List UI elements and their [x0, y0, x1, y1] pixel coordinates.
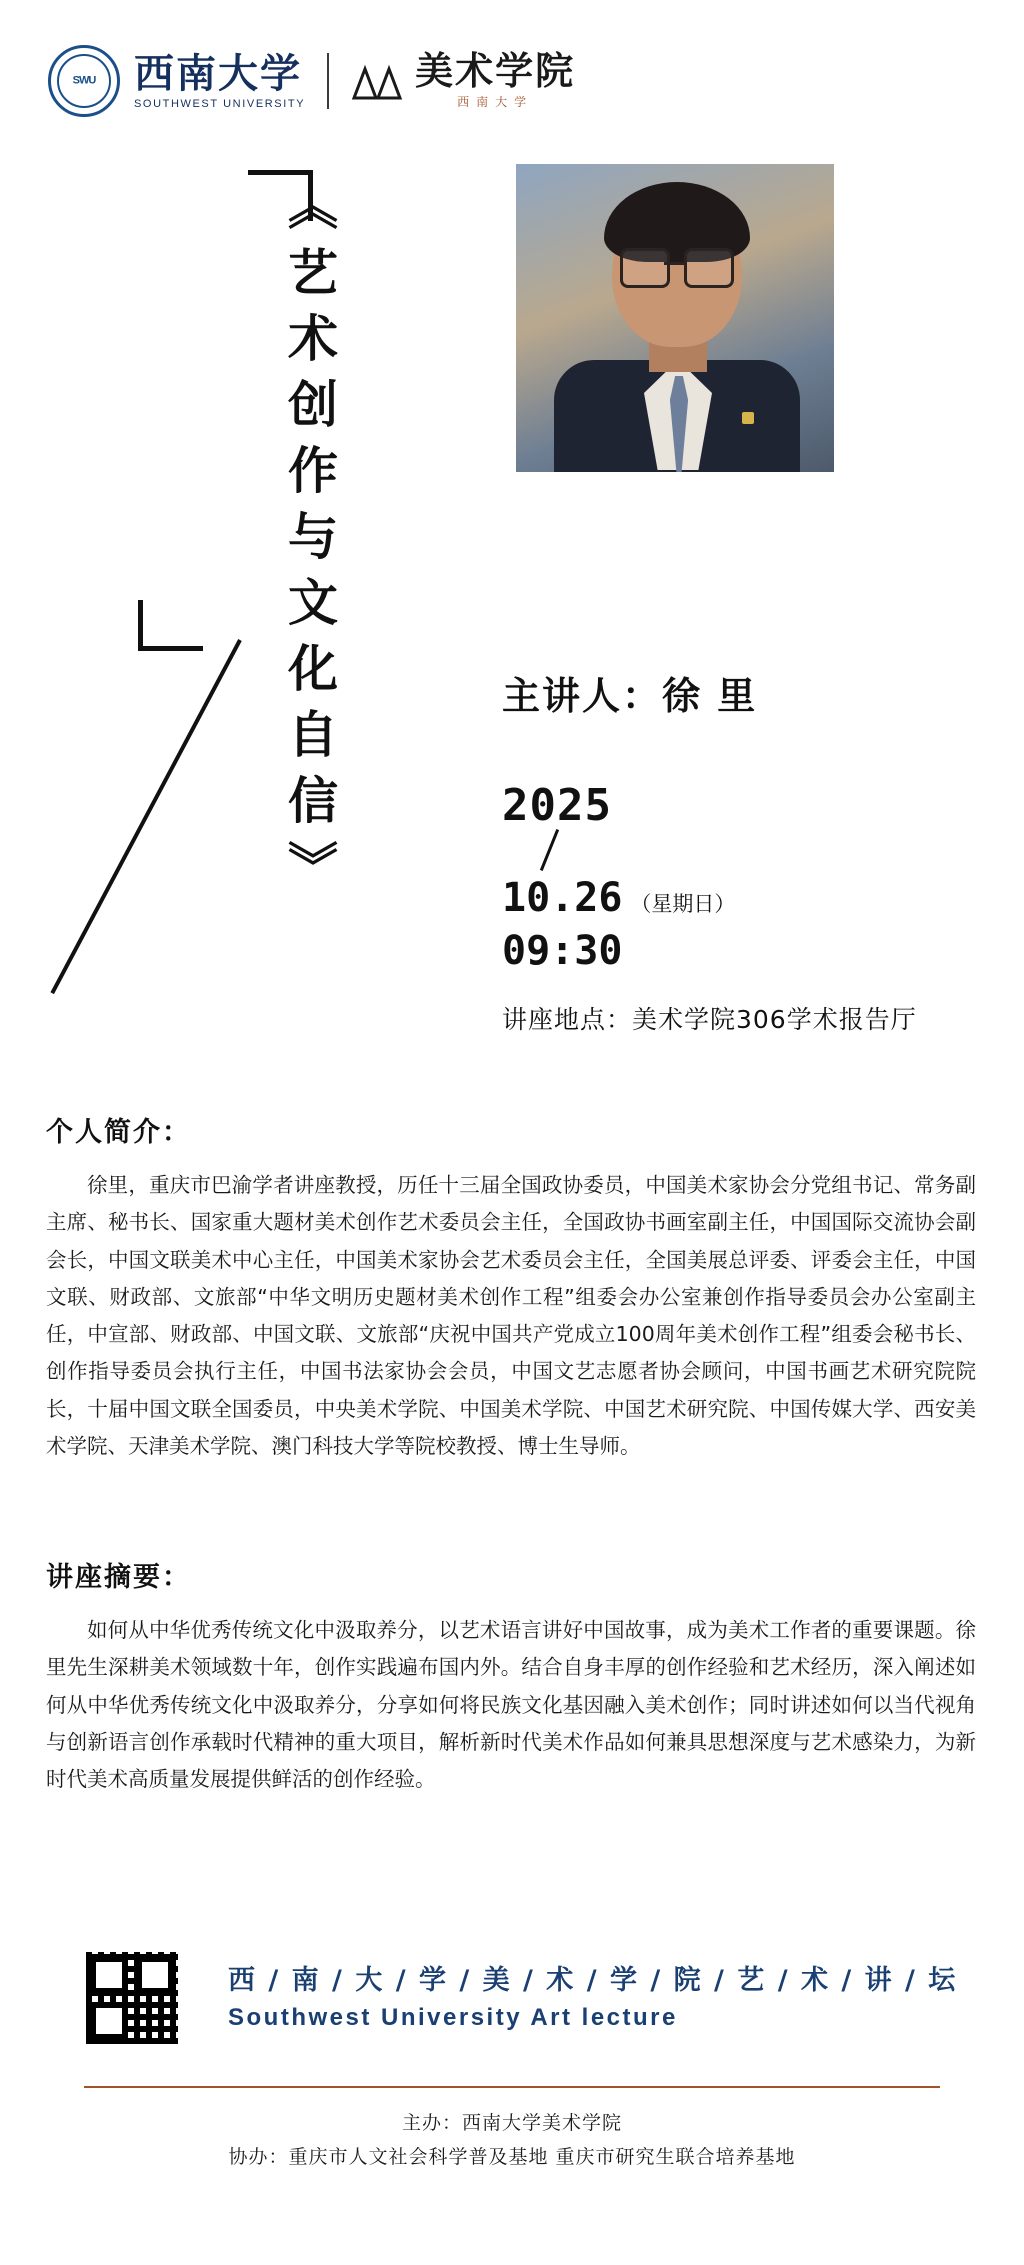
bio-section: [46, 1110, 976, 1465]
lecture-title-vertical: 《艺术创作与文化自信》: [280, 180, 338, 906]
logo-divider: [327, 53, 329, 109]
event-time: 09:30: [502, 928, 623, 974]
year-date-slash: [540, 829, 559, 871]
lecture-title-block: [160, 170, 360, 906]
bio-text: 徐里，重庆市巴渝学者讲座教授，历任十三届全国政协委员，中国美术家协会分党组书记、常务副主席、秘书长、国家重大题材美术创作艺术委员会主任，全国政协书画室副主任，中国国际交流协会副会长，中国文联美术中心主任，中国美术家协会艺术委员会主任，全国美展总评委、评委会主任，中国文联、财政部、文旅部“中华文明历史题材美术创作工程”组委会办公室兼创作指导委员会办公室副主任，中宣部、财政部、中国文联、文旅部“庆祝中国共产党成立100周年美术创作工程”组委会秘书长、创作指导委员会执行主任，中国书法家协会会员，中国文艺志愿者协会顾问，中国书画艺术研究院院长，十届中国文联全国委员，中央美术学院、中国美术学院、中国艺术研究院、中国传媒大学、西安美术学院、天津美术学院、澳门科技大学等院校教授、博士生导师。: [46, 1173, 976, 1459]
university-name-cn: 西南大学: [134, 50, 302, 97]
school-name-sub: 西南大学: [457, 95, 534, 110]
university-name-block: [134, 50, 306, 110]
footer-divider: [84, 2086, 940, 2088]
event-year: 2025: [502, 780, 612, 831]
event-date-row: [502, 875, 735, 921]
event-weekday: （星期日）: [630, 892, 736, 916]
brand-name-en: Southwest University Art lecture: [228, 2004, 678, 2031]
header-logo-bar: [48, 42, 575, 120]
organizer-line: 主办：西南大学美术学院: [401, 2112, 622, 2134]
bio-title: 个人简介：: [46, 1117, 191, 1148]
brand-name-cn: 西 / 南 / 大 / 学 / 美 / 术 / 学 / 院 / 艺 / 术 / 讲 / 坛: [228, 1965, 958, 1996]
university-name-en: SOUTHWEST UNIVERSITY: [134, 97, 306, 110]
portrait-lapel-pin: [742, 412, 754, 424]
mountain-logo-icon: [351, 61, 403, 101]
abstract-text: 如何从中华优秀传统文化中汲取养分，以艺术语言讲好中国故事，成为美术工作者的重要课题。徐里先生深耕美术领域数十年，创作实践遍布国内外。结合自身丰厚的创作经验和艺术经历，深入阐述如何从中华优秀传统文化中汲取养分，分享如何将民族文化基因融入美术创作；同时讲述如何以当代视角与创新语言创作承载时代精神的重大项目，解析新时代美术作品如何兼具思想深度与艺术感染力，为新时代美术高质量发展提供鲜活的创作经验。: [46, 1618, 976, 1792]
event-date: 10.26: [502, 875, 623, 921]
school-name-cn: 美术学院: [415, 48, 576, 93]
event-venue: 讲座地点：美术学院306学术报告厅: [502, 1005, 917, 1034]
qr-code[interactable]: [84, 1950, 180, 2046]
abstract-section: [46, 1555, 976, 1798]
portrait-glasses-bridge: [664, 262, 684, 265]
abstract-title: 讲座摘要：: [46, 1562, 191, 1593]
university-seal-icon: [48, 45, 120, 117]
portrait-glasses-right: [684, 248, 734, 288]
speaker-label: 主讲人：徐 里: [502, 674, 758, 718]
seal-text: SWU: [72, 74, 96, 87]
speaker-portrait: [516, 164, 834, 472]
co-organizer-line: 协办：重庆市人文社会科学普及基地 重庆市研究生联合培养基地: [228, 2146, 796, 2168]
qr-finder-bottom-left: [90, 2002, 128, 2040]
school-name-block: [415, 48, 576, 111]
portrait-glasses-left: [620, 248, 670, 288]
